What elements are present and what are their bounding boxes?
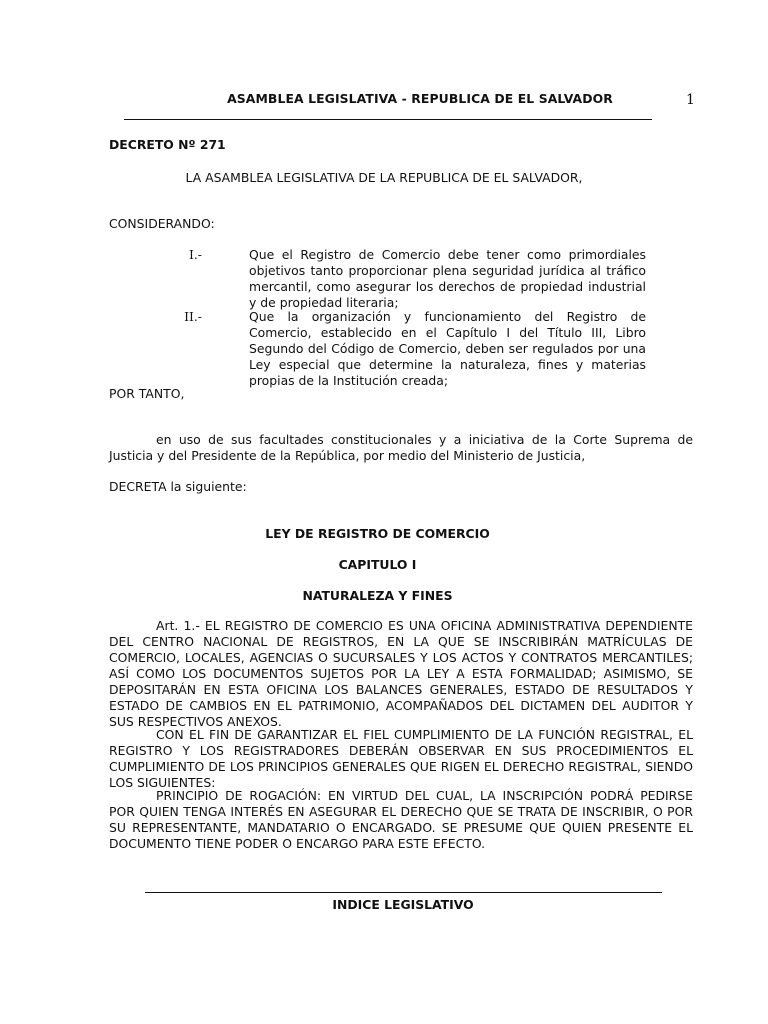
considerando-label: CONSIDERANDO:: [109, 216, 215, 231]
article-1-paragraph-2: CON EL FIN DE GARANTIZAR EL FIEL CUMPLIMIENTO DE LA FUNCIÓN REGISTRAL, EL REGISTRO Y LOS REGISTRADORES DEBERÁN OBSERVAR EN SUS PROCEDIMIENTOS EL CUMPLIMIENTO DE LOS PRINCIPIOS GENERALES QUE RIGEN EL DERECHO REGISTRAL, SIENDO LOS SIGUIENTES:: [109, 727, 693, 790]
decree-number: DECRETO Nº 271: [109, 137, 226, 152]
header-rule: [124, 119, 652, 120]
chapter-title: NATURALEZA Y FINES: [302, 588, 453, 603]
assembly-line: LA ASAMBLEA LEGISLATIVA DE LA REPUBLICA DE EL SALVADOR,: [185, 170, 583, 185]
considerando-text-1: Que el Registro de Comercio debe tener como primordiales objetivos tanto proporcionar plena seguridad jurídica al tráfico mercantil, como asegurar los derechos de propiedad industrial y de propiedad literaria;: [249, 247, 646, 310]
footer-rule: [145, 892, 662, 893]
chapter-number: CAPITULO I: [338, 557, 417, 572]
law-title: LEY DE REGISTRO DE COMERCIO: [265, 526, 490, 541]
por-tanto-paragraph: en uso de sus facultades constitucionales y a iniciativa de la Corte Suprema de Justicia y del Presidente de la República, por medio del Ministerio de Justicia,: [109, 432, 693, 463]
footer-label: INDICE LEGISLATIVO: [332, 897, 474, 912]
page-number: 1: [686, 92, 695, 108]
article-1: Art. 1.- EL REGISTRO DE COMERCIO ES UNA OFICINA ADMINISTRATIVA DEPENDIENTE DEL CENTRO NACIONAL DE REGISTROS, EN LA QUE SE INSCRIBIRÁN MATRÍCULAS DE COMERCIO, LOCALES, AGENCIAS O SUCURSALES Y LOS ACTOS Y CONTRATOS MERCANTILES; ASÍ COMO LOS DOCUMENTOS SUJETOS POR LA LEY A ESTA FORMALIDAD; ASIMISMO, SE DEPOSITARÁN EN ESTA OFICINA LOS BALANCES GENERALES, ESTADO DE RESULTADOS Y ESTADO DE CAMBIOS EN EL PATRIMONIO, ACOMPAÑADOS DEL DICTAMEN DEL AUDITOR Y SUS RESPECTIVOS ANEXOS.: [109, 618, 693, 729]
considerando-text-2: Que la organización y funcionamiento del Registro de Comercio, establecido en el Capítulo I del Título III, Libro Segundo del Código de Comercio, deben ser regulados por una Ley especial que determine la naturaleza, fines y materias propias de la Institución creada;: [249, 309, 646, 388]
decreta-line: DECRETA la siguiente:: [109, 479, 247, 494]
considerando-numeral-1: I.-: [188, 247, 202, 262]
considerando-numeral-2: II.-: [184, 309, 202, 324]
page-header-title: ASAMBLEA LEGISLATIVA - REPUBLICA DE EL SALVADOR: [227, 91, 613, 106]
article-1-paragraph-3: PRINCIPIO DE ROGACIÓN: EN VIRTUD DEL CUAL, LA INSCRIPCIÓN PODRÁ PEDIRSE POR QUIEN TENGA INTERÉS EN ASEGURAR EL DERECHO QUE SE TRATA DE INSCRIBIR, O POR SU REPRESENTANTE, MANDATARIO O ENCARGADO. SE PRESUME QUE QUIEN PRESENTE EL DOCUMENTO TIENE PODER O ENCARGO PARA ESTE EFECTO.: [109, 788, 693, 851]
por-tanto-label: POR TANTO,: [109, 386, 185, 401]
